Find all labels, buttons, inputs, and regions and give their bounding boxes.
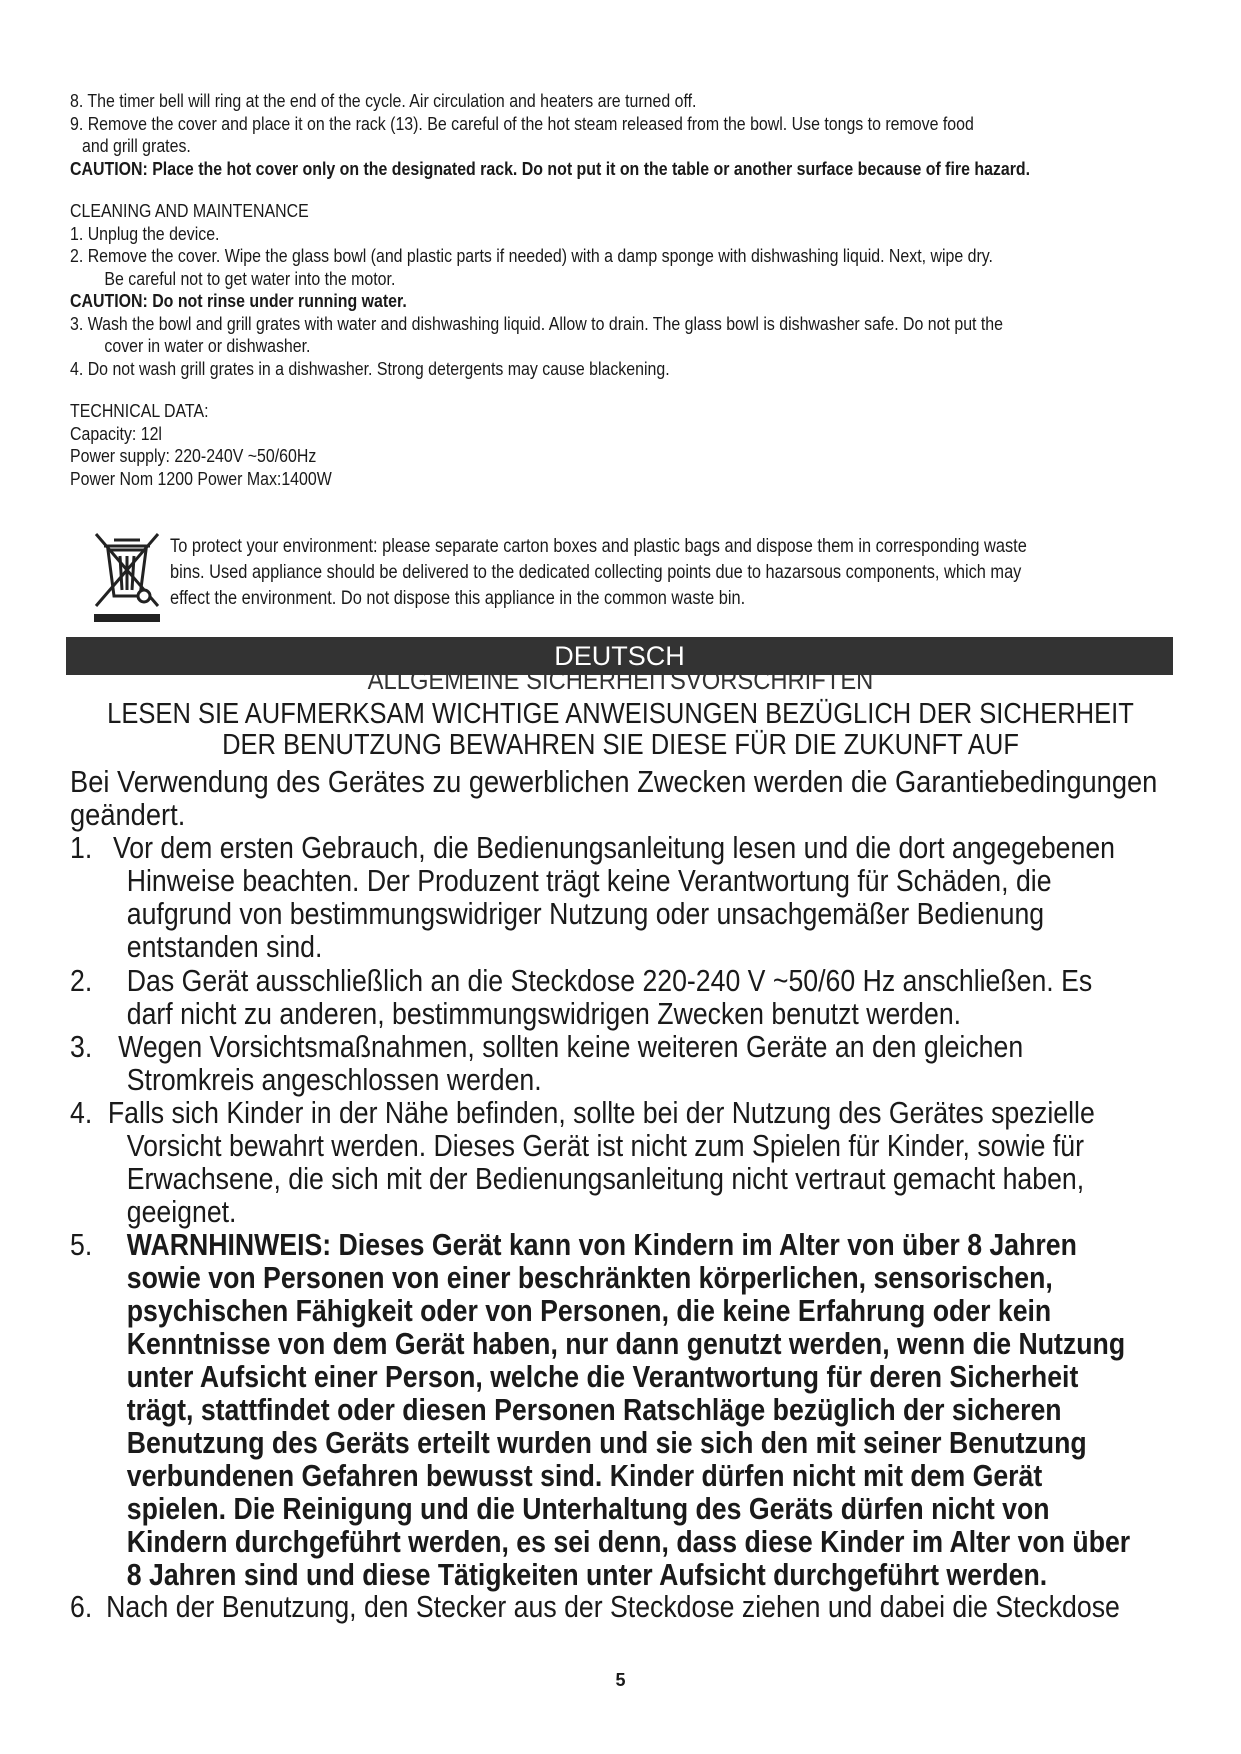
capacity: Capacity: 12l xyxy=(70,422,162,444)
german-item-3 xyxy=(70,1030,1145,1096)
english-section xyxy=(70,90,1031,490)
item-line: trägt, stattfindet oder diesen Personen Ratschläge bezüglich der sicheren xyxy=(126,1392,1062,1427)
item-number: 1. xyxy=(70,830,93,865)
item-line: unter Aufsicht einer Person, welche die Verantwortung für deren Sicherheit xyxy=(126,1359,1079,1394)
item-line: Stromkreis angeschlossen werden. xyxy=(126,1062,542,1097)
item-line: darf nicht zu anderen, bestimmungswidrigen Zwecken benutzt werden. xyxy=(126,996,962,1031)
item-line: Kindern durchgeführt werden, es sei denn, dass diese Kinder im Alter von über xyxy=(126,1524,1131,1559)
item-line: WARNHINWEIS: Dieses Gerät kann von Kindern im Alter von über 8 Jahren xyxy=(126,1227,1077,1262)
item-line: aufgrund von bestimmungswidriger Nutzung oder unsachgemäßer Bedienung xyxy=(126,896,1045,931)
env-line-3: effect the environment. Do not dispose this appliance in the common waste bin. xyxy=(170,587,746,609)
german-item-4 xyxy=(70,1096,1145,1228)
item-line: Wegen Vorsichtsmaßnahmen, sollten keine weiteren Geräte an den gleichen xyxy=(118,1029,1024,1064)
german-title: ALLGEMEINE SICHERHEITSVORSCHRIFTEN xyxy=(367,665,874,695)
cleaning-step-2: 2. Remove the cover. Wipe the glass bowl (and plastic parts if needed) with a damp sponge with dishwashing liquid. Next, wipe dry. xyxy=(70,245,993,266)
environment-notice xyxy=(170,533,1153,611)
item-line: Benutzung des Geräts erteilt wurden und sie sich den mit seiner Benutzung xyxy=(126,1425,1087,1460)
item-line: Vor dem ersten Gebrauch, die Bedienungsanleitung lesen und die dort angegebenen xyxy=(113,830,1115,865)
german-subtitle-2: DER BENUTZUNG BEWAHREN SIE DIESE FÜR DIE ZUKUNFT AUF xyxy=(222,729,1019,761)
item-number: 6. xyxy=(70,1589,93,1624)
item-line: Nach der Benutzung, den Stecker aus der Steckdose ziehen und dabei die Steckdose xyxy=(106,1589,1120,1624)
cleaning-heading: CLEANING AND MAINTENANCE xyxy=(70,200,309,221)
technical-heading: TECHNICAL DATA: xyxy=(70,400,209,421)
env-line-1: To protect your environment: please separate carton boxes and plastic bags and dispose them in corresponding waste xyxy=(170,535,1027,557)
german-item-1 xyxy=(70,831,1145,963)
item-line: Vorsicht bewahrt werden. Dieses Gerät ist nicht zum Spielen für Kinder, sowie für xyxy=(126,1128,1085,1163)
item-line: psychischen Fähigkeit oder von Personen, die keine Erfahrung oder kein xyxy=(126,1293,1052,1328)
step-9-cont: and grill grates. xyxy=(82,135,191,156)
item-line: verbundenen Gefahren bewusst sind. Kinder dürfen nicht mit dem Gerät xyxy=(126,1458,1043,1493)
item-number: 4. xyxy=(70,1095,93,1130)
item-line: spielen. Die Reinigung und die Unterhaltung des Geräts dürfen nicht von xyxy=(126,1491,1050,1526)
item-line: Falls sich Kinder in der Nähe befinden, sollte bei der Nutzung des Gerätes spezielle xyxy=(107,1095,1095,1130)
cleaning-step-2-cont: Be careful not to get water into the motor. xyxy=(104,267,396,289)
german-subtitle-1: LESEN SIE AUFMERKSAM WICHTIGE ANWEISUNGEN BEZÜGLICH DER SICHERHEIT xyxy=(107,698,1134,730)
step-8: 8. The timer bell will ring at the end of the cycle. Air circulation and heaters are turned off. xyxy=(70,90,697,111)
item-line: 8 Jahren sind und diese Tätigkeiten unter Aufsicht durchgeführt werden. xyxy=(126,1557,1048,1592)
item-line: entstanden sind. xyxy=(126,929,323,964)
cleaning-step-4: 4. Do not wash grill grates in a dishwasher. Strong detergents may cause blackening. xyxy=(70,357,670,379)
power-supply: Power supply: 220-240V ~50/60Hz xyxy=(70,445,317,466)
german-intro-line-2: geändert. xyxy=(70,797,186,832)
cleaning-step-3: 3. Wash the bowl and grill grates with water and dishwashing liquid. Allow to drain. The glass bowl is dishwasher safe. Do not put the xyxy=(70,312,1004,334)
german-intro-line-1: Bei Verwendung des Gerätes zu gewerblichen Zwecken werden die Garantiebedingungen xyxy=(70,764,1158,799)
item-line: Kenntnisse von dem Gerät haben, nur dann genutzt werden, wenn die Nutzung xyxy=(126,1326,1126,1361)
page-number: 5 xyxy=(615,1670,626,1690)
item-line: Erwachsene, die sich mit der Bedienungsanleitung nicht vertraut gemacht haben, xyxy=(126,1161,1085,1196)
power-rating: Power Nom 1200 Power Max:1400W xyxy=(70,467,332,489)
caution-running-water: CAUTION: Do not rinse under running water. xyxy=(70,290,407,311)
language-banner-label: DEUTSCH xyxy=(554,641,685,671)
item-number: 5. xyxy=(70,1227,93,1262)
cleaning-step-1: 1. Unplug the device. xyxy=(70,222,220,244)
caution-hot-cover: CAUTION: Place the hot cover only on the designated rack. Do not put it on the table or another surface because of fire hazard. xyxy=(70,157,1031,179)
item-line: Das Gerät ausschließlich an die Steckdose 220-240 V ~50/60 Hz anschließen. Es xyxy=(126,963,1093,998)
item-number: 2. xyxy=(70,963,93,998)
item-line: Hinweise beachten. Der Produzent trägt keine Verantwortung für Schäden, die xyxy=(126,863,1052,898)
german-intro xyxy=(70,765,1170,831)
item-line: sowie von Personen von einer beschränkten körperlichen, sensorischen, xyxy=(126,1260,1053,1295)
env-line-2: bins. Used appliance should be delivered to the dedicated collecting points due to hazarsous components, which may xyxy=(170,561,1022,583)
german-item-2 xyxy=(70,964,1145,1030)
step-9: 9. Remove the cover and place it on the rack (13). Be careful of the hot steam released from the bowl. Use tongs to remove food xyxy=(70,112,974,134)
german-item-6 xyxy=(70,1590,1145,1623)
item-line: geeignet. xyxy=(126,1194,237,1229)
item-number: 3. xyxy=(70,1029,93,1064)
german-item-5-warning xyxy=(70,1228,1145,1591)
crossed-bin-icon xyxy=(92,530,162,624)
cleaning-step-3-cont: cover in water or dishwasher. xyxy=(104,335,311,356)
